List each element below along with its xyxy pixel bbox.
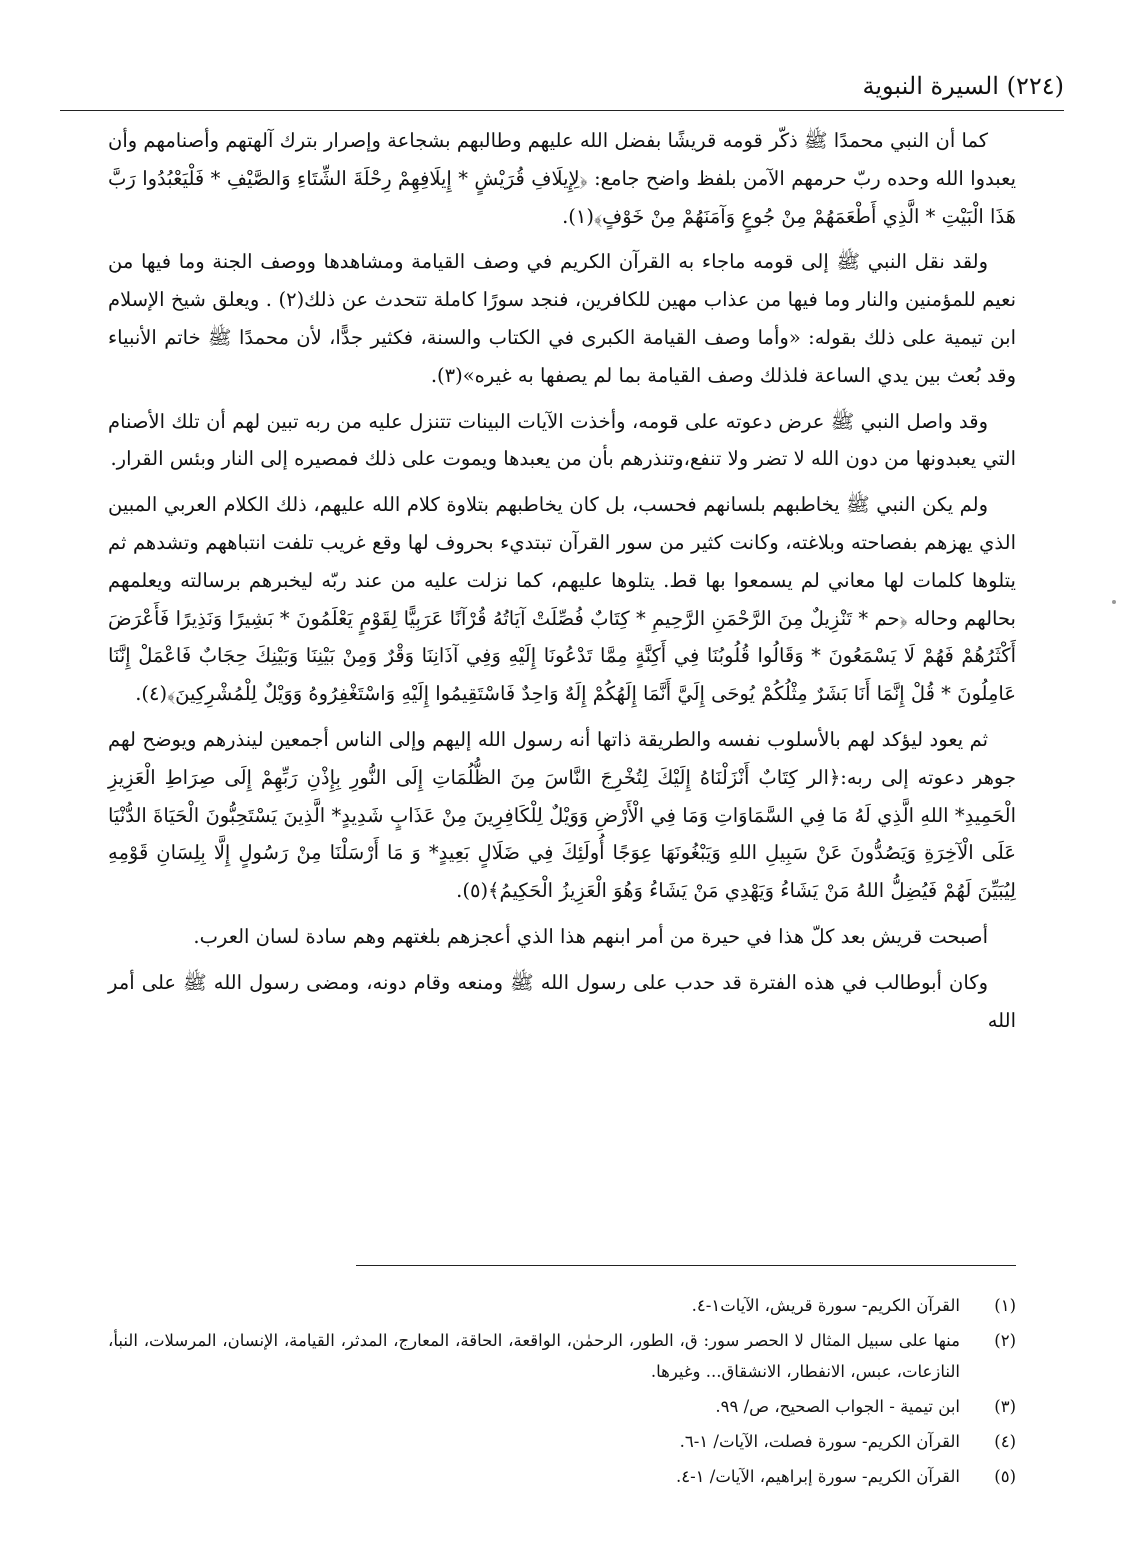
paragraph-2: ولقد نقل النبي ﷺ إلى قومه ماجاء به القرآن الكريم في وصف القيامة ومشاهدها ووصف الجنة وما فيها من نعيم للمؤمنين والنار وما فيها من عذاب مهين للكافرين، فنجد سورًا كاملة تتحدث عن ذلك(٢) . ويعلق شيخ الإسلام ابن تيمية على ذلك بقوله: «وأما وصف القيامة الكبرى في الكتاب والسنة، فكثير جدًّا، لأن محمدًا ﷺ خاتم الأنبياء وقد بُعث بين يدي الساعة فلذلك وصف القيامة بما لم يصفها به غيره»(٣). bbox=[108, 250, 1017, 387]
page-title: (٢٢٤) السيرة النبوية bbox=[862, 72, 1064, 100]
footnote-item bbox=[108, 1461, 1016, 1492]
main-text bbox=[108, 122, 1016, 1047]
footnote-text: منها على سبيل المثال لا الحصر سور: ق، الطور، الرحمٰن، الواقعة، الحاقة، المعارج، المدثر، القيامة، الإنسان، المرسلات، النبأ، النازعات، عبس، الانفطار، الانشقاق... وغيرها. bbox=[108, 1331, 960, 1381]
footnote-text: القرآن الكريم- سورة فصلت، الآيات/ ١-٦. bbox=[679, 1432, 960, 1451]
margin-dot bbox=[1112, 600, 1116, 604]
footnote-text: القرآن الكريم- سورة إبراهيم، الآيات/ ١-٤. bbox=[675, 1467, 960, 1486]
paragraph-4: ولم يكن النبي ﷺ يخاطبهم بلسانهم فحسب، بل كان يخاطبهم بتلاوة كلام الله عليهم، ذلك الكلام العربي المبين الذي يهزهم بفصاحته وبلاغته، وكانت كثير من سور القرآن تبتديء بحروف لها وقع غريب تلفت انتباههم وتشدهم ثم يتلوها كلمات لها معاني لم يسمعوا بها قط. يتلوها عليهم، كما نزلت عليه من عند ربّه ليخبرهم برسالته ويعلمهم بحالهم وحاله ﴿حم * تَنْزِيلٌ مِنَ الرَّحْمَنِ الرَّحِيمِ * كِتَابٌ فُصِّلَتْ آيَاتُهُ قُرْآنًا عَرَبِيًّا لِقَوْمٍ يَعْلَمُونَ * بَشِيرًا وَنَذِيرًا فَأَعْرَضَ أَكْثَرُهُمْ فَهُمْ لَا يَسْمَعُونَ * وَقَالُوا قُلُوبُنَا فِي أَكِنَّةٍ مِمَّا تَدْعُونَا إِلَيْهِ وَفِي آذَانِنَا وَقْرٌ وَمِنْ بَيْنِنَا وَبَيْنِكَ حِجَابٌ فَاعْمَلْ إِنَّنَا عَامِلُونَ * قُلْ إِنَّمَا أَنَا بَشَرٌ مِثْلُكُمْ يُوحَى إِلَيَّ أَنَّمَا إِلَهُكُمْ إِلَهٌ وَاحِدٌ فَاسْتَقِيمُوا إِلَيْهِ وَاسْتَغْفِرُوهُ وَوَيْلٌ لِلْمُشْرِكِينَ﴾(٤). bbox=[108, 493, 1016, 706]
footnotes bbox=[108, 1290, 1016, 1496]
footnote-item bbox=[108, 1325, 1016, 1387]
paragraph-1: كما أن النبي محمدًا ﷺ ذكّر قومه قريشًا بفضل الله عليهم وطالبهم بشجاعة وإصرار بترك آلهتهم وأصنامهم وأن يعبدوا الله وحده ربّ حرمهم الآمن بلفظ واضح جامع: ﴿لِإِيلَافِ قُرَيْشٍ * إِيلَافِهِمْ رِحْلَةَ الشِّتَاءِ وَالصَّيْفِ * فَلْيَعْبُدُوا رَبَّ هَذَا الْبَيْتِ * الَّذِي أَطْعَمَهُمْ مِنْ جُوعٍ وَآمَنَهُمْ مِنْ خَوْفٍ﴾(١). bbox=[108, 129, 1016, 228]
footnote-divider bbox=[356, 1265, 1016, 1266]
paragraph-7: وكان أبوطالب في هذه الفترة قد حدب على رسول الله ﷺ ومنعه وقام دونه، ومضى رسول الله ﷺ على أمر الله bbox=[108, 970, 1016, 1032]
paragraph-6: أصبحت قريش بعد كلّ هذا في حيرة من أمر ابنهم هذا الذي أعجزهم بلغتهم وهم سادة لسان العرب. bbox=[193, 924, 988, 948]
paragraph-3: وقد واصل النبي ﷺ عرض دعوته على قومه، وأخذت الآيات البينات تتنزل عليه من ربه تبين لهم أن تلك الأصنام التي يعبدونها من دون الله لا تضر ولا تنفع،وتنذرهم بأن من يعبدها ويموت على ذلك فمصيره إلى النار وبئس القرار. bbox=[108, 409, 1016, 471]
footnote-number: (٣) bbox=[994, 1397, 1016, 1416]
paragraph-5: ثم يعود ليؤكد لهم بالأسلوب نفسه والطريقة ذاتها أنه رسول الله إليهم وإلى الناس أجمعين لينذرهم ويوضح لهم جوهر دعوته إلى ربه:﴿الر كِتَابٌ أَنْزَلْنَاهُ إِلَيْكَ لِتُخْرِجَ النَّاسَ مِنَ الظُّلُمَاتِ إِلَى النُّورِ بِإِذْنِ رَبِّهِمْ إِلَى صِرَاطِ الْعَزِيزِ الْحَمِيدِ* اللهِ الَّذِي لَهُ مَا فِي السَّمَاوَاتِ وَمَا فِي الْأَرْضِ وَوَيْلٌ لِلْكَافِرِينَ مِنْ عَذَابٍ شَدِيدٍ* الَّذِينَ يَسْتَحِبُّونَ الْحَيَاةَ الدُّنْيَا عَلَى الْآخِرَةِ وَيَصُدُّونَ عَنْ سَبِيلِ اللهِ وَيَبْغُونَهَا عِوَجًا أُولَئِكَ فِي ضَلَالٍ بَعِيدٍ* وَ مَا أَرْسَلْنَا مِنْ رَسُولٍ إِلَّا بِلِسَانِ قَوْمِهِ لِيُبَيِّنَ لَهُمْ فَيُضِلُّ اللهُ مَنْ يَشَاءُ وَيَهْدِي مَنْ يَشَاءُ وَهُوَ الْعَزِيزُ الْحَكِيمُ﴾(٥). bbox=[108, 727, 1016, 903]
footnote-item bbox=[108, 1290, 1016, 1321]
footnote-number: (٤) bbox=[994, 1432, 1016, 1451]
footnote-number: (١) bbox=[994, 1296, 1016, 1315]
footnote-text: القرآن الكريم- سورة قريش، الآيات١-٤. bbox=[691, 1296, 960, 1315]
footnote-text: ابن تيمية - الجواب الصحيح، ص/ ٩٩. bbox=[715, 1397, 960, 1416]
footnote-number: (٥) bbox=[994, 1467, 1016, 1486]
footnote-item bbox=[108, 1391, 1016, 1422]
footnote-number: (٢) bbox=[994, 1331, 1016, 1350]
footnote-item bbox=[108, 1426, 1016, 1457]
running-header bbox=[60, 40, 1064, 111]
